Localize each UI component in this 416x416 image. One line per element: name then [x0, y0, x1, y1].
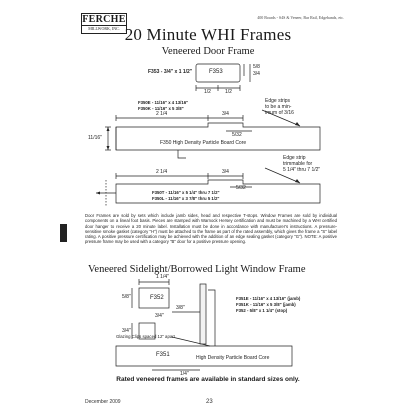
dim-w34: 3/4"	[155, 313, 164, 319]
footer-date: December 2009	[85, 399, 121, 405]
dim-stop-h2: 3/4	[253, 71, 260, 77]
jamb-model-e: F350E - 11/16" x 4 13/16"	[138, 100, 189, 105]
dim-mid: 3/8"	[176, 305, 185, 311]
section1-subtitle: Veneered Door Frame	[161, 46, 255, 57]
glazing-clip-note: Glazing Clips spaced 12" apart	[116, 334, 175, 339]
stop-model-label: F353 - 3/4" x 1 1/2"	[148, 69, 193, 75]
edge-note-line2: to be a min-	[265, 104, 292, 110]
edge-note2-line1: Edge strip	[283, 155, 306, 161]
edge-note-line1: Edge strips	[265, 98, 291, 104]
body-paragraph: Door Frames are sold by sets which include jamb sides, head and respective T-stops. Window Frames are sold by individual components on a lineal foot basis. Pieces are stamped with Warnock Hersey certification and must be machined by a WHI certified door hanger to receive a 20 minute label. Installation must be done in accordance with manufacturer's instructions. A pressure-sensitive smoke gasket (category "H") must be attached to the frame as part of the rated assembly, which gives the frame a "S" label rating. A positive pressure certification may be achieved with the addition of an edge sealing gasket (category "G"). NOTE: A positive pressure frame may be used with a category "B" door for a positive pressure opening.	[85, 213, 337, 245]
core-code-f351: F351	[156, 352, 170, 358]
dim-low: 3/4"	[122, 328, 131, 334]
window-model-e: F351E - 11/16" x 4 13/16" (jamb)	[236, 296, 301, 301]
dim-frame1-b: 3/4	[222, 111, 229, 117]
logo-subtitle: MILLWORK, INC.	[82, 25, 126, 31]
section2-subtitle: Veneered Sidelight/Borrowed Light Window Frame	[88, 264, 306, 275]
dim-top: 1 1/4"	[156, 274, 169, 280]
window-model-k: F351K - 11/16" x 5 3/8" (jamb)	[236, 302, 296, 307]
edge-note2-line2: trimmable for	[283, 161, 313, 167]
header-category: 400 Boards - S4S & Veneer, Bar Rail, Edgebands, etc.	[257, 15, 344, 20]
glass-pane	[200, 284, 206, 344]
page-title: 20 Minute WHI Frames	[124, 25, 292, 44]
dim-frame2-c: 5/32	[236, 185, 246, 191]
dim-frame1-a: 2 1/4	[156, 111, 168, 117]
dim-frame1-thk: 11/16"	[88, 135, 102, 141]
window-model-stop: F352 - 5/8" x 1 1/4" (stop)	[236, 308, 288, 313]
edge-note-line3: imum of 3/16	[265, 110, 294, 116]
stop-code-label: F353	[209, 69, 223, 75]
dim-frame2-b: 3/4	[222, 169, 229, 175]
stop-code-f352: F352	[150, 295, 164, 301]
dim-bottom: 1/4"	[180, 371, 189, 377]
core-label-f351: High Density Particle Board Core	[196, 355, 270, 361]
dim-stop-w2: 1/2	[225, 89, 232, 95]
footer-note: Rated veneered frames are available in standard sizes only.	[116, 376, 300, 383]
dim-stop-h1: 5/8	[253, 64, 260, 70]
page-number: 23	[206, 399, 213, 405]
dim-frame2-a: 2 1/4	[156, 169, 168, 175]
wide-model-t: F350T - 11/16" x 5 1/4" thru 7 1/2"	[152, 190, 220, 195]
core-label-f350: F350 High Density Particle Board Core	[160, 140, 247, 146]
wide-model-l: F350L - 11/16" x 3 7/8" thru 5 1/2"	[152, 196, 220, 201]
edge-note2-line3: 5 1/4" thru 7 1/2"	[283, 167, 321, 173]
dim-frame1-c: 5/32	[232, 132, 242, 138]
jamb-model-k: F350K - 11/16" x 5 3/8"	[138, 106, 184, 111]
dim-left: 5/8"	[122, 294, 131, 300]
logo-name: FERCHE	[82, 14, 126, 25]
dim-stop-w1: 1/2	[204, 89, 211, 95]
